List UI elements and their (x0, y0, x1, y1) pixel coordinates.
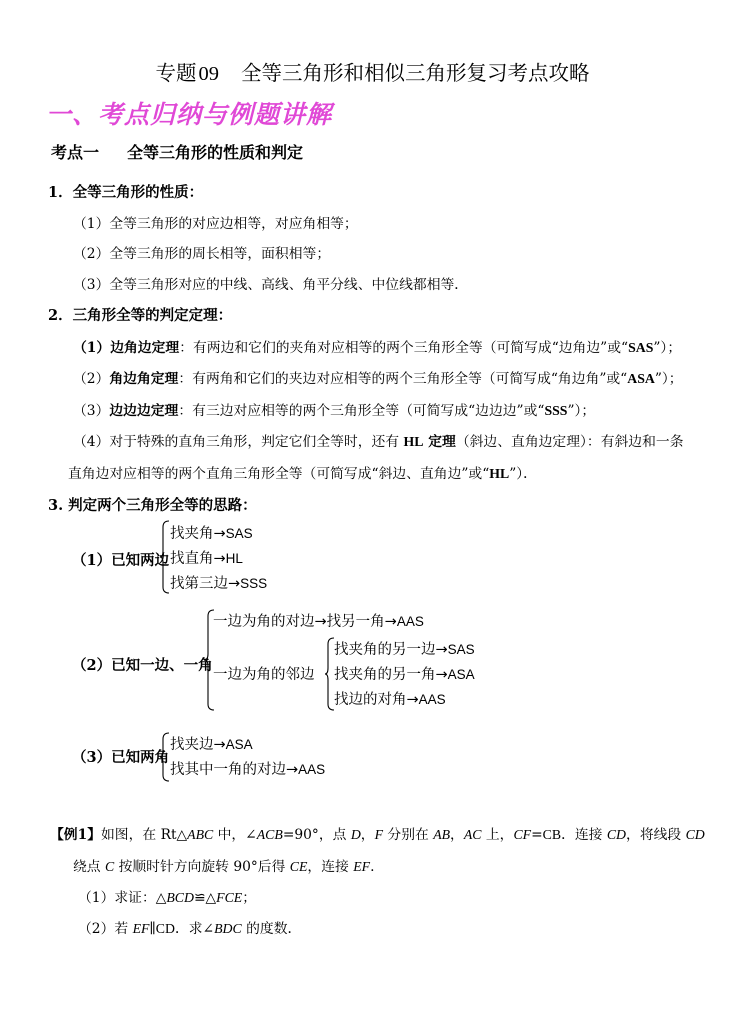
tree-item: 找边的对角→AAS (334, 692, 446, 708)
theorem-hl-line1: （4）对于特殊的直角三角形，判定它们全等时，还有 HL 定理（斜边、直角边定理）：有斜边和一条 (73, 434, 684, 450)
theorem-hl-line2: 直角边对应相等的两个直角三角形全等（可简写成“斜边、直角边”或“HL”）． (68, 466, 537, 482)
tree-item: 一边为角的对边→找另一角→AAS (213, 614, 424, 630)
tree-item: 找夹角的另一边→SAS (334, 642, 475, 658)
group3-label: （3）已知两角 (72, 749, 170, 766)
tree-item: 找夹角的另一角→ASA (334, 667, 475, 683)
example-line1: 【例1】如图，在 Rt△ABC 中，∠ACB=90°，点 D，F 分别在 AB，AC 上，CF=CB．连接 CD，将线段 CD (50, 827, 705, 843)
group2-label: （2）已知一边、一角 (72, 657, 213, 674)
example-question2: （2）若 EF∥CD．求∠BDC 的度数． (78, 921, 302, 937)
page-title: 专题09 全等三角形和相似三角形复习考点攻略 (155, 61, 590, 85)
tree-item: 找夹边→ASA (170, 737, 253, 753)
group1-label: （1）已知两边 (72, 552, 170, 569)
theorem-sss: （3）边边边定理：有三边对应相等的两个三角形全等（可简写成“边边边”或“SSS”）； (73, 403, 596, 419)
section1-heading: 1．全等三角形的性质： (48, 184, 204, 201)
property-item: （2）全等三角形的周长相等，面积相等； (73, 246, 331, 262)
property-item: （3）全等三角形对应的中线、高线、角平分线、中位线都相等． (73, 277, 469, 293)
tree-item: 找夹角→SAS (170, 526, 253, 542)
tree-item: 一边为角的邻边 (213, 667, 315, 683)
tree-item: 找直角→HL (170, 551, 243, 567)
kaodian-heading: 考点一 全等三角形的性质和判定 (51, 143, 304, 162)
example-line2: 绕点 C 按顺时针方向旋转 90°后得 CE，连接 EF. (73, 859, 375, 875)
example-question1: （1）求证：△BCD≌△FCE； (78, 890, 257, 906)
tree-item: 找其中一角的对边→AAS (170, 762, 326, 778)
theorem-sas: （1）边角边定理：有两边和它们的夹角对应相等的两个三角形全等（可简写成“边角边”或“SAS”）； (73, 340, 682, 356)
section-heading: 一、考点归纳与例题讲解 (46, 100, 333, 129)
property-item: （1）全等三角形的对应边相等，对应角相等； (73, 216, 358, 232)
theorem-asa: （2）角边角定理：有两角和它们的夹边对应相等的两个三角形全等（可简写成“角边角”或“ASA”）； (73, 371, 683, 387)
section3-heading: 3. 判定两个三角形全等的思路： (48, 497, 257, 514)
section2-heading: 2．三角形全等的判定定理： (48, 307, 233, 324)
tree-item: 找第三边→SSS (170, 576, 268, 592)
